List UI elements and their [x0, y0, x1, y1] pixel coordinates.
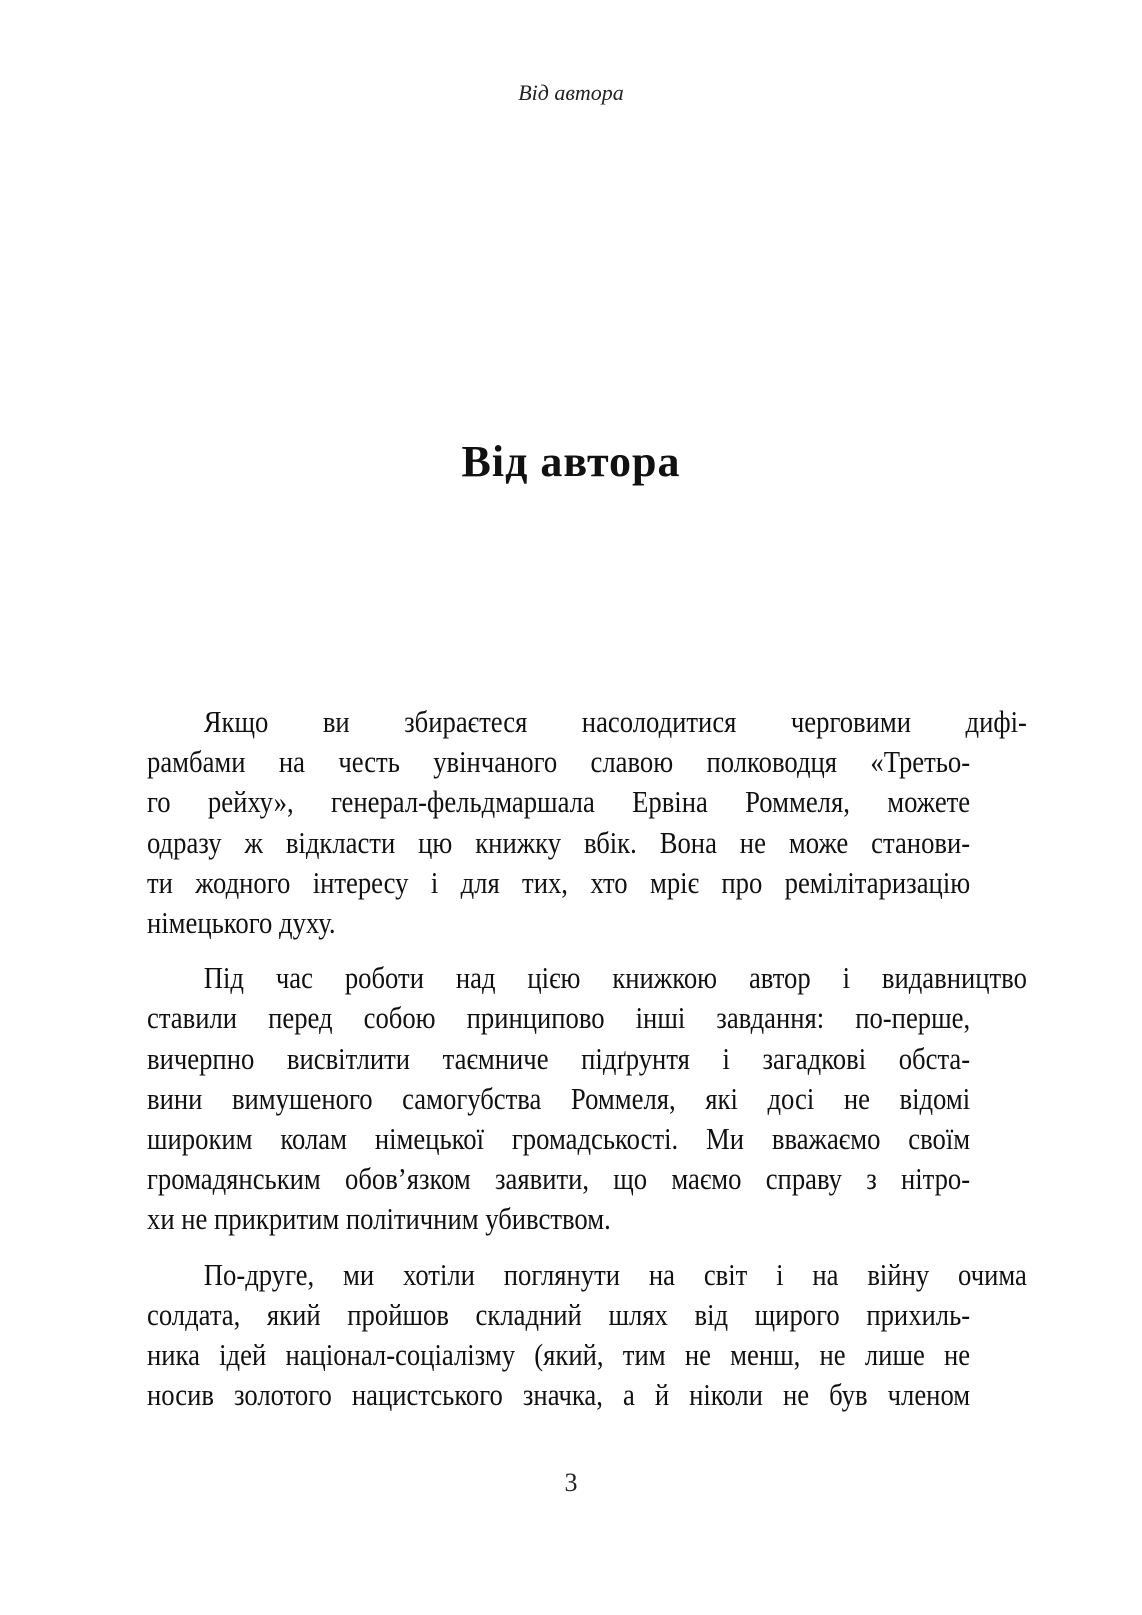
- text-line: ника ідей націонал-соціалізму (який, тим не менш, не лише не: [147, 1337, 971, 1373]
- text-line: рамбами на честь увінчаного славою полководця «Третьо-: [147, 744, 971, 780]
- text-line: одразу ж відкласти цю книжку вбік. Вона не може станови-: [147, 824, 971, 860]
- chapter-title: Від автора: [461, 437, 681, 486]
- text-line: Під час роботи над цією книжкою автор і видавництво: [203, 960, 1027, 996]
- text-line: Якщо ви збираєтеся насолодитися черговими дифі-: [203, 704, 1027, 739]
- running-head: Від автора: [518, 80, 624, 105]
- text-line: громадянським обов’язком заявити, що маємо справу з нітро-: [147, 1161, 971, 1197]
- body-text: [147, 702, 1027, 1430]
- text-line: солдата, який пройшов складний шлях від щирого прихиль-: [147, 1296, 971, 1332]
- text-line: ставили перед собою принципово інші завдання: по-перше,: [147, 1000, 971, 1036]
- page-number: 3: [564, 1468, 578, 1497]
- text-line: німецького духу.: [147, 905, 336, 941]
- paragraph-2: [147, 958, 1027, 1239]
- text-line: хи не прикритим політичним убивством.: [147, 1201, 611, 1237]
- text-line: го рейху», генерал-фельдмаршала Ервіна Роммеля, можете: [147, 784, 971, 820]
- paragraph-1: [147, 702, 1027, 943]
- text-line: По-друге, ми хотіли поглянути на світ і на війну очима: [203, 1256, 1027, 1292]
- text-line: вичерпно висвітлити таємниче підґрунтя і загадкові обста-: [147, 1040, 971, 1076]
- text-line: широким колам німецької громадськості. Ми вважаємо своїм: [147, 1121, 971, 1157]
- paragraph-3: [147, 1255, 1027, 1416]
- text-line: вини вимушеного самогубства Роммеля, які досі не відомі: [147, 1080, 971, 1116]
- text-line: носив золотого нацистського значка, а й ніколи не був членом: [147, 1377, 971, 1413]
- text-line: ти жодного інтересу і для тих, хто мріє про ремілітаризацію: [147, 864, 971, 900]
